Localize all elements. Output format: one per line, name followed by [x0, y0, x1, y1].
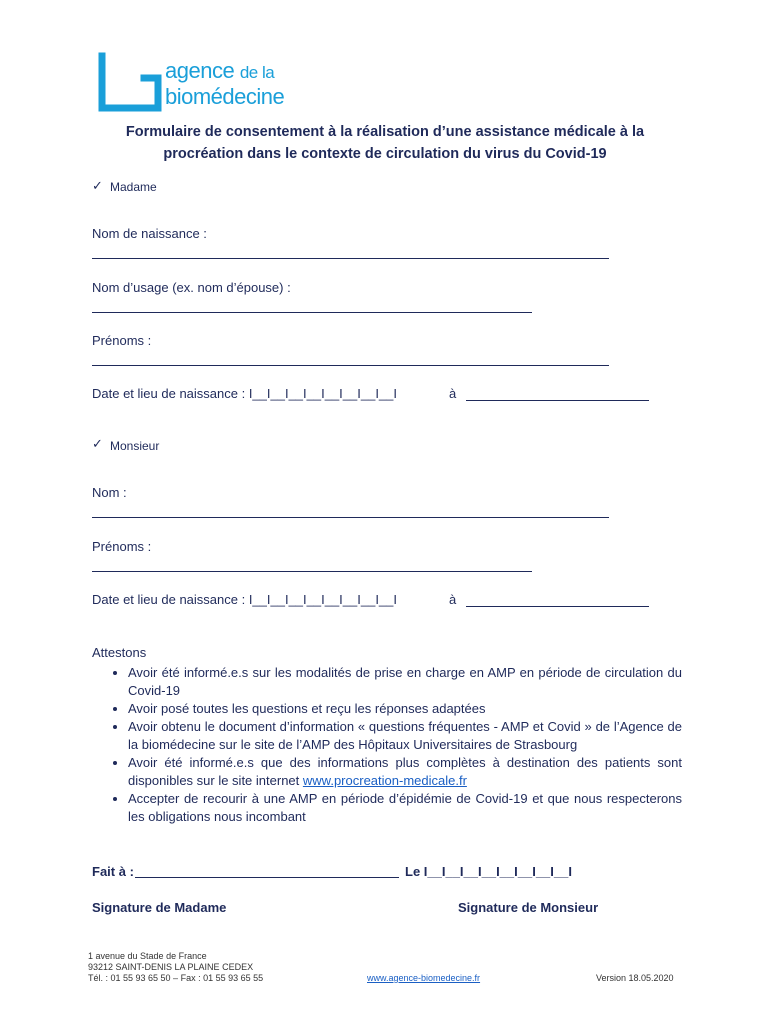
madame-heading: Madame: [110, 180, 157, 194]
attestons-item: • Accepter de recourir à une AMP en période d’épidémie de Covid-19 et que nous respecterons les obligations nous incombant: [128, 790, 682, 826]
procreation-medicale-link[interactable]: www.procreation-medicale.fr: [302, 773, 467, 788]
footer-website-link[interactable]: www.agence-biomedecine.fr: [367, 973, 481, 983]
footer-address-line2: 93212 SAINT-DENIS LA PLAINE CEDEX: [88, 962, 254, 972]
monsieur-birth-place-field[interactable]: [466, 606, 649, 607]
monsieur-birth-date-label[interactable]: Date et lieu de naissance : I__I__I__I__I__I__I__I__I: [92, 592, 398, 607]
logo-text-agence: agence de la: [165, 58, 275, 83]
madame-firstnames-field[interactable]: [92, 365, 609, 366]
monsieur-birth-place-label: à: [449, 592, 457, 607]
madame-birth-name-label: Nom de naissance :: [92, 226, 207, 241]
logo-text-biomedecine: biomédecine: [165, 84, 285, 109]
madame-birth-date-label[interactable]: Date et lieu de naissance : I__I__I__I__I__I__I__I__I: [92, 386, 398, 401]
footer-address-line1: 1 avenue du Stade de France: [88, 951, 207, 961]
monsieur-firstnames-field[interactable]: [92, 571, 532, 572]
monsieur-name-label: Nom :: [92, 485, 127, 500]
date-label[interactable]: Le I__I__I__I__I__I__I__I__I: [405, 864, 572, 879]
madame-firstnames-label: Prénoms :: [92, 333, 152, 348]
attestons-list: [92, 664, 682, 826]
attestons-item: [128, 754, 682, 790]
attestons-heading: Attestons: [92, 645, 147, 660]
madame-birth-name-field[interactable]: [92, 258, 609, 259]
form-title-line1: Formulaire de consentement à la réalisation d’une assistance médicale à la: [125, 124, 645, 140]
madame-usage-name-label: Nom d’usage (ex. nom d’épouse) :: [92, 280, 291, 295]
madame-birth-place-label: à: [449, 386, 457, 401]
form-title-line2: procréation dans le contexte de circulation du virus du Covid-19: [163, 146, 607, 162]
form-title: [60, 121, 710, 165]
attestons-item: • Avoir posé toutes les questions et reçu les réponses adaptées: [128, 700, 682, 718]
monsieur-name-field[interactable]: [92, 517, 609, 518]
signature-monsieur-label: Signature de Monsieur: [458, 900, 599, 915]
footer-version: Version 18.05.2020: [596, 973, 674, 983]
madame-usage-name-field[interactable]: [92, 312, 532, 313]
madame-birth-place-field[interactable]: [466, 400, 649, 401]
monsieur-check-icon[interactable]: ✓: [92, 436, 103, 451]
footer-phone: Tél. : 01 55 93 65 50 – Fax : 01 55 93 65 55: [88, 973, 264, 983]
monsieur-firstnames-label: Prénoms :: [92, 539, 152, 554]
fait-a-label: Fait à :: [92, 864, 134, 879]
attestons-item: • Avoir obtenu le document d’information « questions fréquentes - AMP et Covid » de l’Agence de la biomédecine sur le site de l’AMP des Hôpitaux Universitaires de Strasbourg: [128, 718, 682, 754]
monsieur-heading: Monsieur: [110, 439, 160, 453]
footer-address: [88, 951, 263, 984]
signature-madame-label: Signature de Madame: [92, 900, 227, 915]
madame-check-icon[interactable]: ✓: [92, 178, 103, 193]
attestons-item: • Avoir été informé.e.s sur les modalités de prise en charge en AMP en période de circulation du Covid-19: [128, 664, 682, 700]
attestons-section: [92, 644, 682, 826]
attestons-item-text: Avoir été informé.e.s que des informations plus complètes à destination des patients sont disponibles sur le site internet: [128, 755, 682, 788]
fait-a-field[interactable]: [135, 877, 399, 878]
